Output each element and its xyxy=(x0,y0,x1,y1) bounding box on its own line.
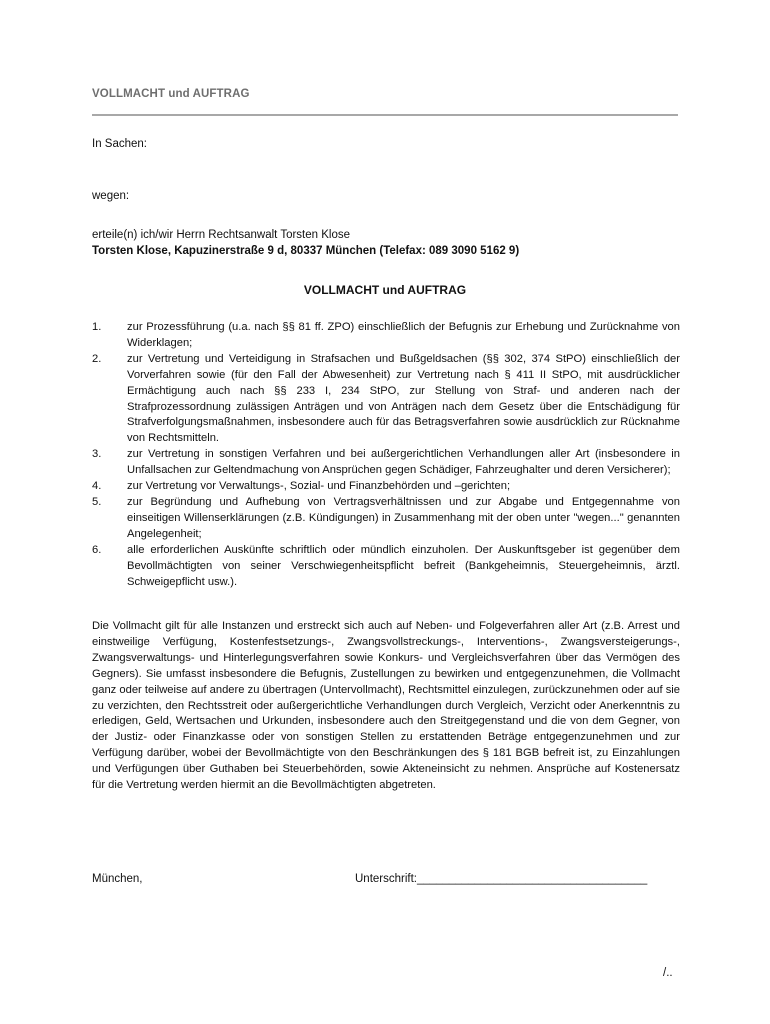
list-item-number: 2. xyxy=(92,352,102,365)
section-title: VOLLMACHT und AUFTRAG xyxy=(303,283,467,297)
grant-line: erteile(n) ich/wir Herrn Rechtsanwalt Torsten Klose xyxy=(92,229,350,241)
scope-paragraph: Die Vollmacht gilt für alle Instanzen und erstreckt sich auch auf Neben- und Folgeverfahren aller Art (z.B. Arrest und einstweilige Verfügung, Kostenfestsetzungs-, Zwangsvollstreckungs-, Interventions-, Zwangsversteigerungs-, Zwangsverwaltungs- und Hinterlegungsverfahren sowie Konkurs- und Vergleichsverfahren über das Vermögen des Gegners). Sie umfasst insbesondere die Befugnis, Zustellungen zu bewirken und entgegenzunehmen, die Vollmacht ganz oder teilweise auf andere zu übertragen (Untervollmacht), Rechtsmittel einzulegen, zurückzunehmen oder auf sie zu verzichten, den Rechtsstreit oder außergerichtliche Verhandlungen durch Vergleich, Verzicht oder Anerkenntnis zu erledigen, Geld, Wertsachen und Urkunden, insbesondere auch den Streitgegenstand und die von dem Gegner, von der Justiz- oder Finanzkasse oder von sonstigen Stellen zu erstattenden Beträge entgegenzunehmen und zur Verfügung darüber, wobei der Bevollmächtigte von den Beschränkungen des § 181 BGB befreit ist, zu Einzahlungen und Verfügungen über Guthaben bei Steuerbehörden, sowie Akteneinsicht zu nehmen. Ansprüche auf Kostenersatz für die Vertretung werden hiermit an die Bevollmächtigten abgetreten. xyxy=(92,620,680,792)
header-title: VOLLMACHT und AUFTRAG xyxy=(92,88,250,100)
signature-line: Unterschrift:____________________________________ xyxy=(355,873,648,885)
list-item xyxy=(92,352,680,447)
list-item-number: 1. xyxy=(92,321,102,333)
list-item xyxy=(92,320,680,352)
signature-place: München, xyxy=(92,873,143,885)
list-item xyxy=(92,479,680,495)
list-item-number: 5. xyxy=(92,495,102,508)
list-item-number: 3. xyxy=(92,448,102,461)
authority-list xyxy=(92,320,680,590)
list-item xyxy=(92,447,680,479)
list-item-number: 4. xyxy=(92,480,102,493)
lawyer-address: Torsten Klose, Kapuzinerstraße 9 d, 80337 München (Telefax: 089 3090 5162 9) xyxy=(92,245,520,257)
list-item xyxy=(92,543,680,591)
list-item-text: alle erforderlichen Auskünfte schriftlich oder mündlich einzuholen. Der Auskunftsgeber ist gegenüber dem Bevollmächtigten von seiner Verschwiegenheitspflicht befreit (Bankgeheimnis, Steuergeheimnis, ärztl. Schweigepflicht usw.). xyxy=(127,543,680,588)
header-divider xyxy=(92,114,678,116)
list-item-text: zur Begründung und Aufhebung von Vertragsverhältnissen und zur Abgabe und Entgegennahme von einseitigen Willenserklärungen (z.B. Kündigungen) in Zusammenhang mit der oben unter "wegen..." genannten Angelegenheit; xyxy=(127,495,680,540)
list-item-text: zur Vertretung und Verteidigung in Strafsachen und Bußgeldsachen (§§ 302, 374 StPO) einschließlich der Vorverfahren sowie (für den Fall der Abwesenheit) zur Vertretung nach § 411 II StPO, mit ausdrücklicher Ermächtigung auch nach §§ 233 I, 234 StPO, zur Stellung von Straf- und anderen nach der Strafprozessordnung zulässigen Anträgen und von Anträgen nach dem Gesetz über die Entschädigung für Strafverfolgungsmaßnahmen, insbesondere auch für das Betragsverfahren sowie ausdrücklich zur Rücknahme von Rechtsmitteln. xyxy=(127,352,680,445)
list-item-text: zur Prozessführung (u.a. nach §§ 81 ff. ZPO) einschließlich der Befugnis zur Erhebung und Zurücknahme von Widerklagen; xyxy=(127,321,680,349)
list-item-number: 6. xyxy=(92,543,102,556)
wegen-label: wegen: xyxy=(92,190,130,202)
list-item-text: zur Vertretung in sonstigen Verfahren und bei außergerichtlichen Verhandlungen aller Art (insbesondere in Unfallsachen zur Geltendmachung von Ansprüchen gegen Schädiger, Fahrzeughalter und deren Versicherer); xyxy=(127,448,680,477)
in-sachen-label: In Sachen: xyxy=(92,138,147,150)
list-item xyxy=(92,495,680,543)
list-item-text: zur Vertretung vor Verwaltungs-, Sozial- und Finanzbehörden und –gerichten; xyxy=(127,480,511,493)
page-continuation-mark: /.. xyxy=(663,967,673,979)
